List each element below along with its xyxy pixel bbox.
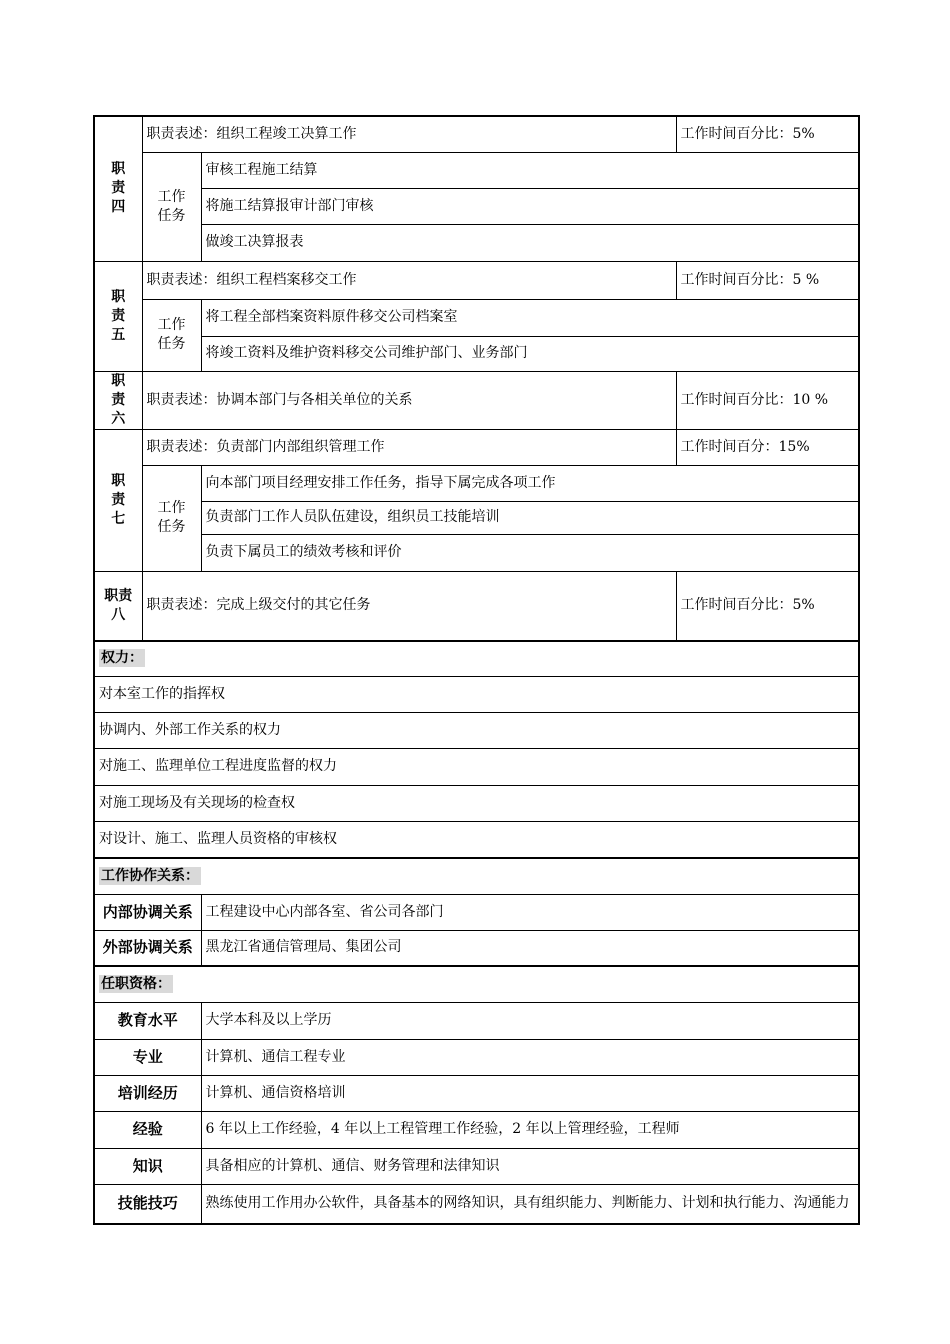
cooperation-header [94,858,859,894]
job-table [93,115,860,1225]
qualification-value: 具备相应的计算机、通信、财务管理和法律知识 [201,1148,859,1184]
duty4-task: 做竣工决算报表 [201,224,859,261]
qualifications-header [94,966,859,1002]
duty8-statement: 职责表述：完成上级交付的其它任务 [142,571,676,641]
authority-item: 对施工现场及有关现场的检查权 [94,785,859,821]
qualification-value: 计算机、通信工程专业 [201,1039,859,1075]
duty8-label: 职责 八 [94,571,142,641]
authority-header-text: 权力： [101,650,143,667]
duty6-time: 工作时间百分比：10 % [676,371,859,429]
qualification-label: 专业 [94,1039,201,1075]
internal-coordination-value: 工程建设中心内部各室、省公司各部门 [201,894,859,930]
authority-item: 对施工、监理单位工程进度监督的权力 [94,748,859,785]
duty8-time: 工作时间百分比：5% [676,571,859,641]
internal-coordination-label: 内部协调关系 [94,894,201,930]
duty7-label: 职 责 七 [94,429,142,571]
duty7-task: 向本部门项目经理安排工作任务，指导下属完成各项工作 [201,465,859,501]
duty4-task-label: 工作 任务 [142,152,201,261]
authority-item: 对本室工作的指挥权 [94,676,859,712]
duty7-statement: 职责表述：负责部门内部组织管理工作 [142,429,676,465]
qualification-label: 知识 [94,1148,201,1184]
duty4-task: 审核工程施工结算 [201,152,859,188]
qualification-label: 教育水平 [94,1002,201,1039]
duty4-task: 将施工结算报审计部门审核 [201,188,859,224]
duty7-time: 工作时间百分：15% [676,429,859,465]
duty6-label: 职 责 六 [94,371,142,429]
cooperation-header-text: 工作协作关系： [101,867,199,884]
qualification-label: 经验 [94,1111,201,1148]
qualification-value: 计算机、通信资格培训 [201,1075,859,1111]
qualification-value: 大学本科及以上学历 [201,1002,859,1039]
duty6-statement: 职责表述：协调本部门与各相关单位的关系 [142,371,676,429]
duty4-statement: 职责表述：组织工程竣工决算工作 [142,116,676,152]
authority-item: 协调内、外部工作关系的权力 [94,712,859,748]
duty4-time: 工作时间百分比：5% [676,116,859,152]
duty5-label: 职 责 五 [94,261,142,371]
qualification-label: 培训经历 [94,1075,201,1111]
duty7-task: 负责部门工作人员队伍建设，组织员工技能培训 [201,501,859,534]
duty5-statement: 职责表述：组织工程档案移交工作 [142,261,676,299]
external-coordination-label: 外部协调关系 [94,930,201,966]
duty5-task: 将工程全部档案资料原件移交公司档案室 [201,299,859,336]
qualification-label: 技能技巧 [94,1184,201,1224]
duty5-task-label: 工作 任务 [142,299,201,371]
duty7-task-label: 工作 任务 [142,465,201,571]
duty7-task: 负责下属员工的绩效考核和评价 [201,534,859,571]
authority-header [94,641,859,676]
authority-item: 对设计、施工、监理人员资格的审核权 [94,821,859,858]
qualification-value: 熟练使用工作用办公软件，具备基本的网络知识，具有组织能力、判断能力、计划和执行能力、沟通能力 [201,1184,859,1224]
job-description-sheet [93,115,858,1225]
qualification-value: 6 年以上工作经验，4 年以上工程管理工作经验，2 年以上管理经验，工程师 [201,1111,859,1148]
external-coordination-value: 黑龙江省通信管理局、集团公司 [201,930,859,966]
qualifications-header-text: 任职资格： [101,975,171,992]
duty5-time: 工作时间百分比：5 % [676,261,859,299]
duty5-task: 将竣工资料及维护资料移交公司维护部门、业务部门 [201,336,859,371]
duty4-label: 职 责 四 [94,116,142,261]
